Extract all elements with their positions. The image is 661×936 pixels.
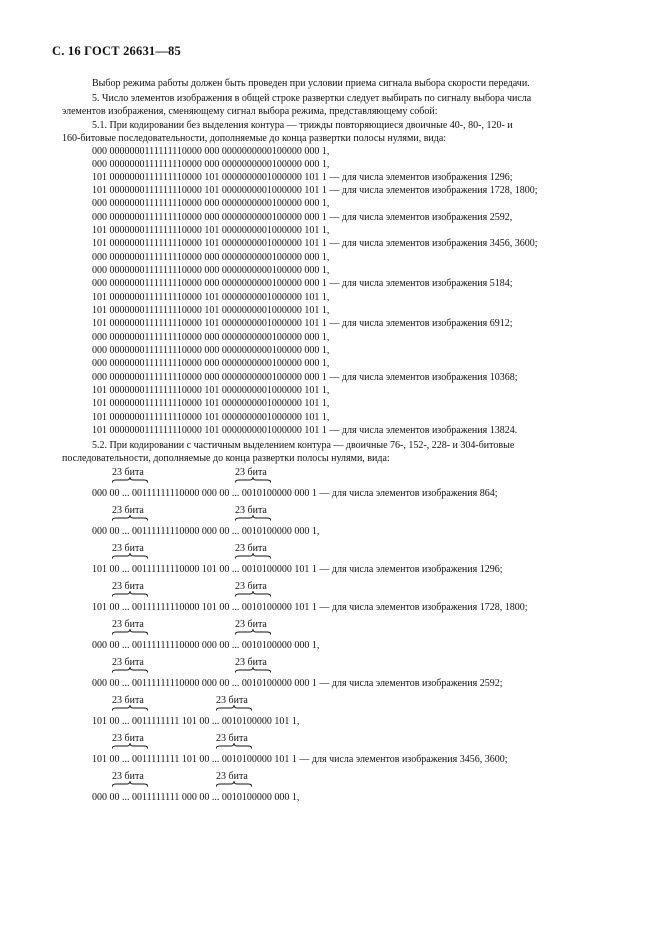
brace-icon	[235, 667, 271, 674]
brace-icon	[235, 477, 271, 484]
brace-label: 23 бита	[112, 771, 144, 782]
paragraph-line: Выбор режима работы должен быть проведен при условии приема сигнала выбора скорости передачи.	[92, 78, 530, 89]
brace-label: 23 бита	[216, 695, 248, 706]
sequence-line: 000 0000000111111110000 000 0000000000100000 000 1 — для числа элементов изображения 10368;	[92, 372, 518, 383]
sequence-line: 101 0000000111111110000 101 0000000001000000 101 1,	[92, 225, 330, 236]
sequence-line: 101 0000000111111110000 101 0000000001000000 101 1,	[92, 292, 330, 303]
brace-icon	[112, 591, 148, 598]
brace-label: 23 бита	[235, 657, 267, 668]
sequence-line: 101 0000000111111110000 101 0000000001000000 101 1 — для числа элементов изображения 6912;	[92, 318, 513, 329]
paragraph-line: 160-битовые последовательности, дополняемые до конца развертки полосы нулями, вида:	[62, 133, 447, 144]
sequence-line: 000 0000000111111110000 000 0000000000100000 000 1 — для числа элементов изображения 5184;	[92, 278, 513, 289]
brace-label: 23 бита	[112, 695, 144, 706]
brace-label: 23 бита	[216, 771, 248, 782]
brace-icon	[216, 743, 252, 750]
brace-icon	[235, 553, 271, 560]
sequence-line: 000 0000000111111110000 000 0000000000100000 000 1,	[92, 358, 330, 369]
sequence-line: 101 00 ... 0011111111 101 00 ... 0010100000 101 1,	[92, 716, 300, 727]
brace-label: 23 бита	[112, 505, 144, 516]
brace-label: 23 бита	[112, 467, 144, 478]
sequence-line: 000 0000000111111110000 000 0000000000100000 000 1,	[92, 159, 330, 170]
brace-icon	[112, 667, 148, 674]
sequence-line: 000 0000000111111110000 000 0000000000100000 000 1,	[92, 332, 330, 343]
sequence-line: 000 00 ... 00111111110000 000 00 ... 0010100000 000 1,	[92, 640, 320, 651]
sequence-line: 101 0000000111111110000 101 0000000001000000 101 1 — для числа элементов изображения 1728, 1800;	[92, 185, 538, 196]
sequence-line: 101 0000000111111110000 101 0000000001000000 101 1 — для числа элементов изображения 1296;	[92, 172, 513, 183]
sequence-line: 101 0000000111111110000 101 0000000001000000 101 1,	[92, 412, 330, 423]
sequence-line: 000 0000000111111110000 000 0000000000100000 000 1 — для числа элементов изображения 2592,	[92, 212, 513, 223]
brace-icon	[216, 705, 252, 712]
sequence-line: 000 0000000111111110000 000 0000000000100000 000 1,	[92, 265, 330, 276]
brace-label: 23 бита	[112, 581, 144, 592]
sequence-line: 000 00 ... 00111111110000 000 00 ... 0010100000 000 1 — для числа элементов изображения 2592;	[92, 678, 503, 689]
sequence-line: 000 00 ... 00111111110000 000 00 ... 0010100000 000 1 — для числа элементов изображения 864;	[92, 488, 498, 499]
brace-label: 23 бита	[235, 619, 267, 630]
sequence-line: 000 00 ... 0011111111 000 00 ... 0010100000 000 1,	[92, 792, 300, 803]
brace-label: 23 бита	[216, 733, 248, 744]
sequence-line: 101 0000000111111110000 101 0000000001000000 101 1,	[92, 398, 330, 409]
brace-label: 23 бита	[112, 733, 144, 744]
sequence-line: 101 0000000111111110000 101 0000000001000000 101 1 — для числа элементов изображения 3456, 3600;	[92, 238, 538, 249]
sequence-line: 000 0000000111111110000 000 0000000000100000 000 1,	[92, 345, 330, 356]
sequence-line: 101 00 ... 00111111110000 101 00 ... 0010100000 101 1 — для числа элементов изображения 1728, 1800;	[92, 602, 528, 613]
sequence-line: 101 0000000111111110000 101 0000000001000000 101 1 — для числа элементов изображения 13824.	[92, 425, 518, 436]
brace-icon	[112, 477, 148, 484]
sequence-line: 101 00 ... 0011111111 101 00 ... 0010100000 101 1 — для числа элементов изображения 3456, 3600;	[92, 754, 508, 765]
brace-icon	[112, 553, 148, 560]
page-header: С. 16 ГОСТ 26631—85	[52, 44, 181, 58]
sequence-line: 000 0000000111111110000 000 0000000000100000 000 1,	[92, 146, 330, 157]
paragraph-line: 5.2. При кодировании с частичным выделением контура — двоичные 76-, 152-, 228- и 304-битовые	[92, 440, 515, 451]
brace-icon	[112, 781, 148, 788]
brace-label: 23 бита	[235, 467, 267, 478]
brace-icon	[112, 629, 148, 636]
sequence-line: 000 00 ... 00111111110000 000 00 ... 0010100000 000 1,	[92, 526, 320, 537]
sequence-line: 101 0000000111111110000 101 0000000001000000 101 1,	[92, 385, 330, 396]
brace-icon	[235, 591, 271, 598]
sequence-line: 000 0000000111111110000 000 0000000000100000 000 1,	[92, 198, 330, 209]
sequence-line: 000 0000000111111110000 000 0000000000100000 000 1,	[92, 252, 330, 263]
brace-label: 23 бита	[235, 505, 267, 516]
brace-label: 23 бита	[112, 543, 144, 554]
paragraph-line: элементов изображения, сменяющему сигнал выбора режима, представляющему собой:	[62, 106, 438, 117]
brace-icon	[235, 629, 271, 636]
brace-label: 23 бита	[112, 619, 144, 630]
sequence-line: 101 0000000111111110000 101 0000000001000000 101 1,	[92, 305, 330, 316]
sequence-line: 101 00 ... 00111111110000 101 00 ... 0010100000 101 1 — для числа элементов изображения 1296;	[92, 564, 503, 575]
brace-icon	[216, 781, 252, 788]
brace-label: 23 бита	[235, 581, 267, 592]
brace-icon	[235, 515, 271, 522]
brace-icon	[112, 515, 148, 522]
brace-label: 23 бита	[235, 543, 267, 554]
brace-icon	[112, 705, 148, 712]
paragraph-line: 5.1. При кодировании без выделения контура — трижды повторяющиеся двоичные 40-, 80-, 120- и	[92, 120, 513, 131]
brace-label: 23 бита	[112, 657, 144, 668]
paragraph-line: 5. Число элементов изображения в общей строке развертки следует выбирать по сигналу выбора числа	[92, 93, 532, 104]
brace-icon	[112, 743, 148, 750]
paragraph-line: последовательности, дополняемые до конца развертки полосы нулями, вида:	[62, 453, 390, 464]
